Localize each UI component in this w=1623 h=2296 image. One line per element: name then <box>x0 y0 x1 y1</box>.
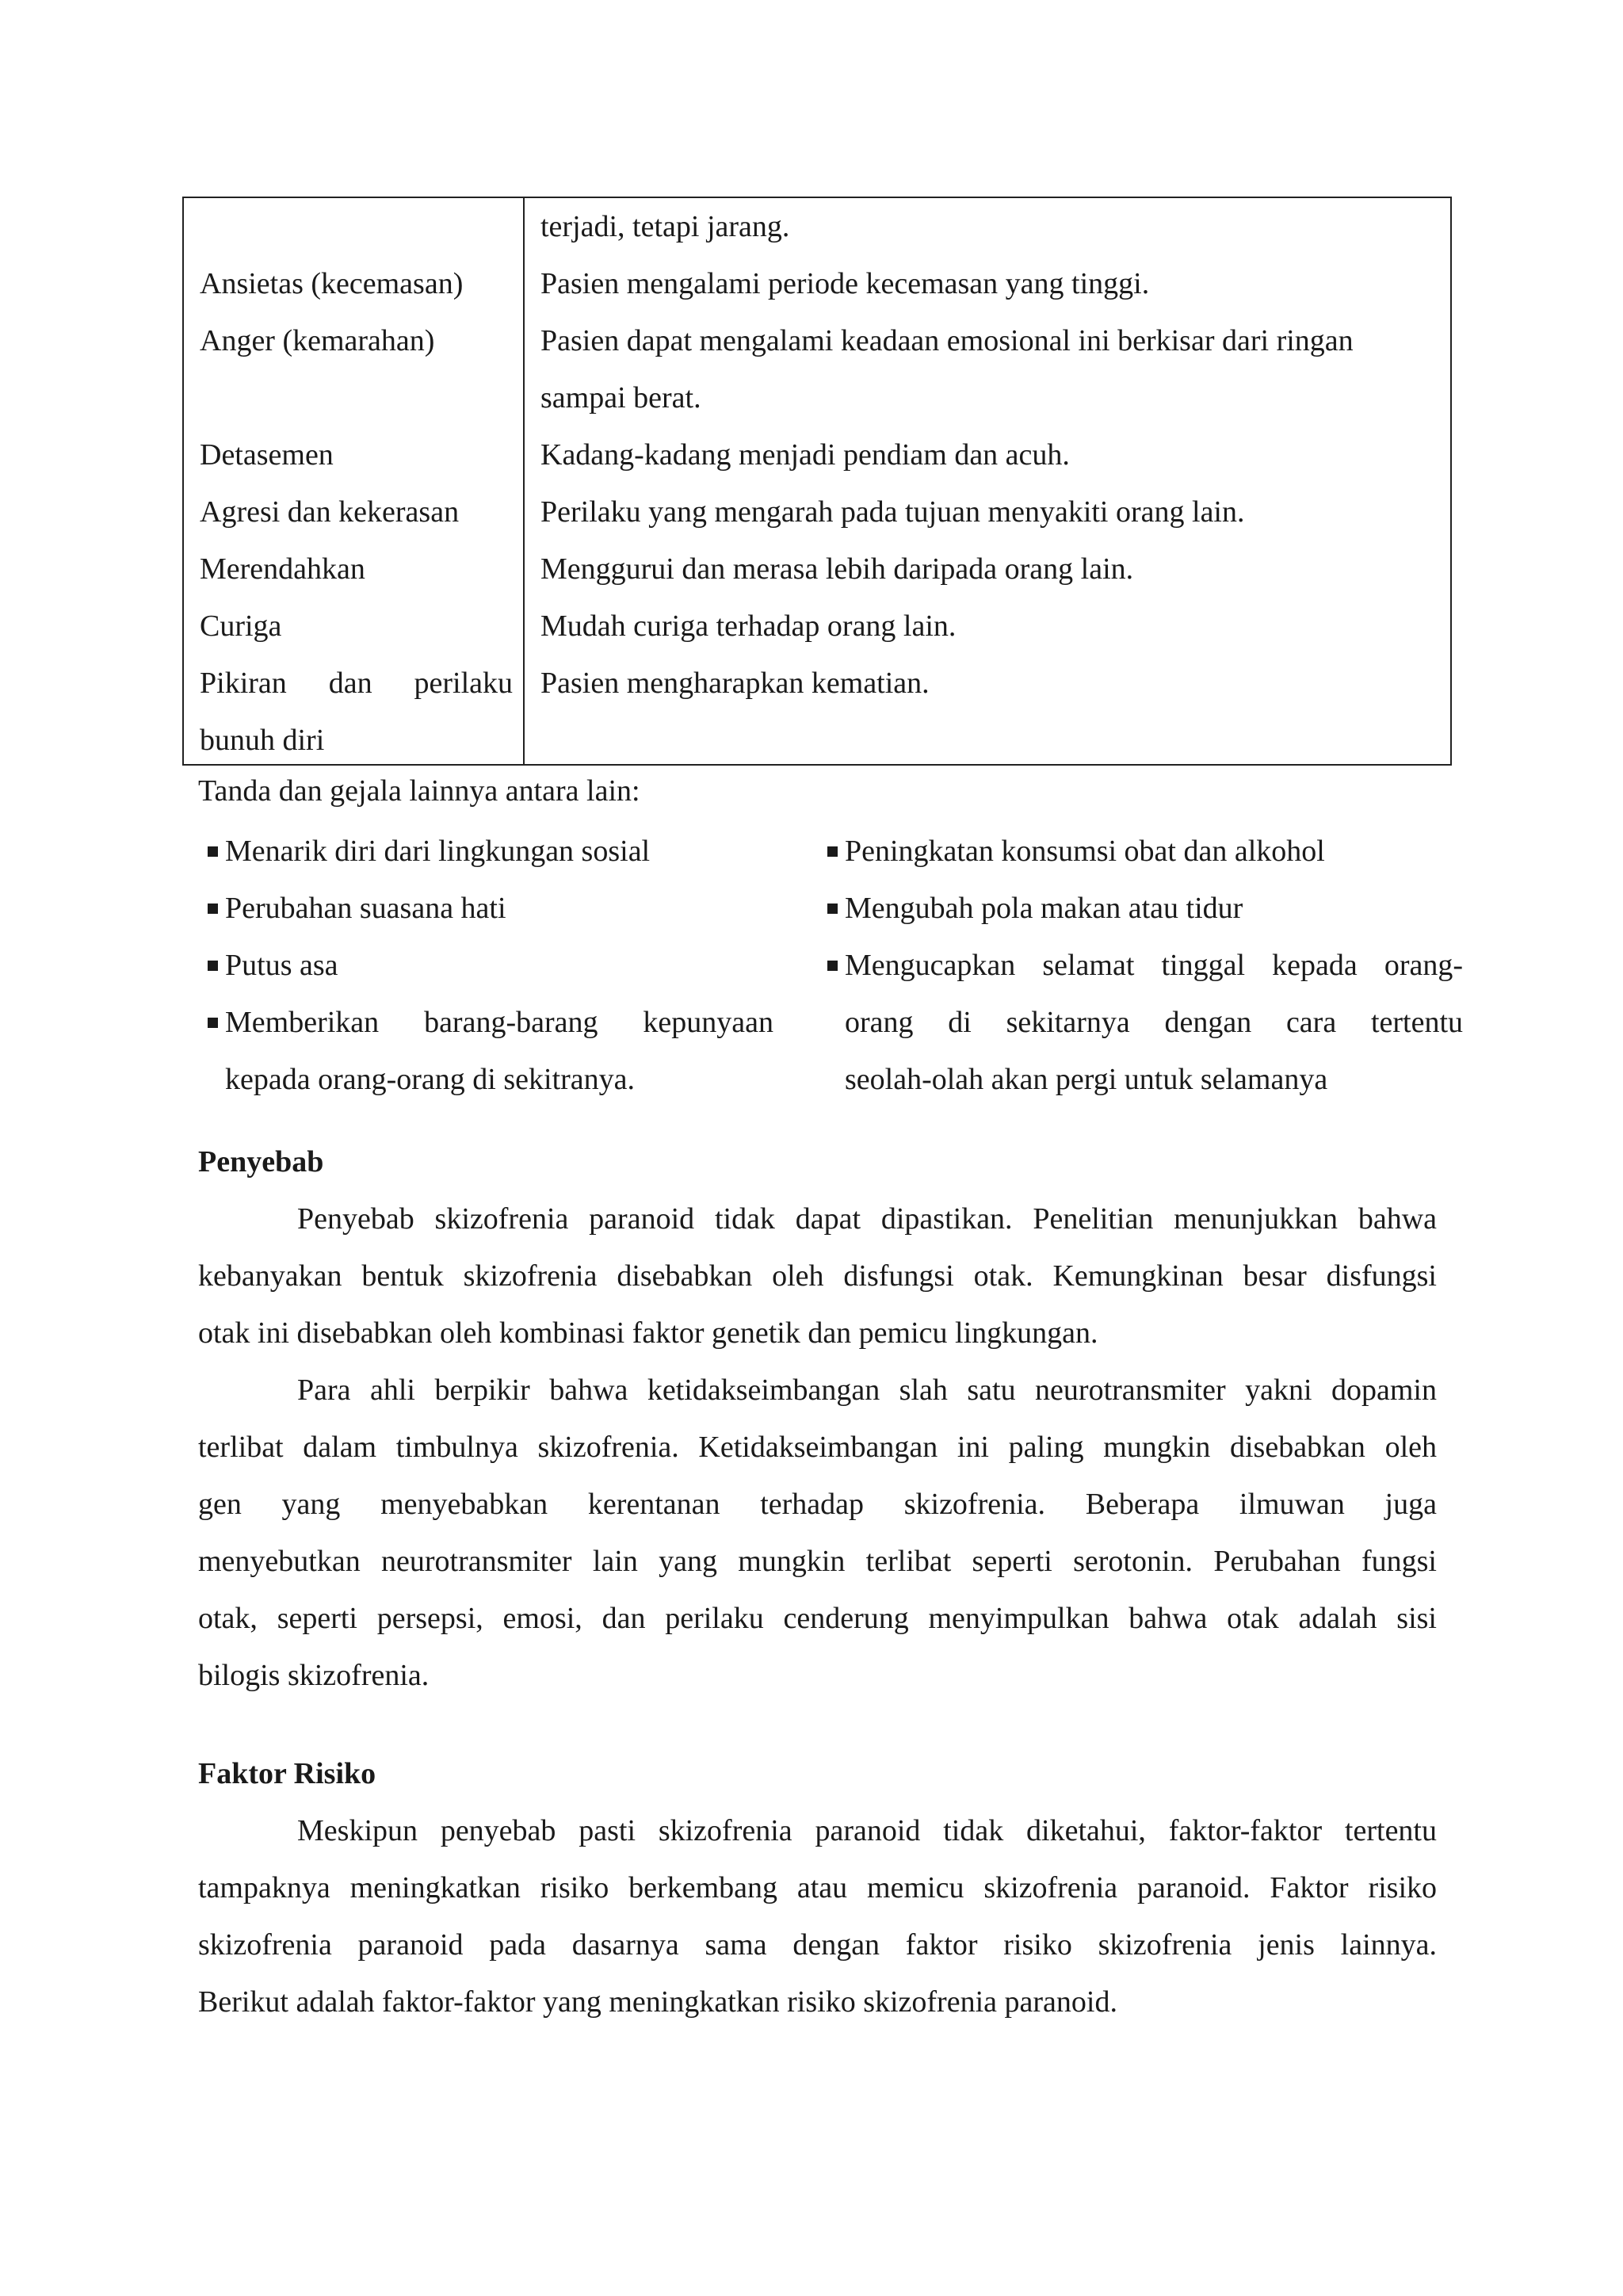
table-cell-description: Pasien dapat mengalami keadaan emosional ini berkisar dari ringan <box>540 324 1354 357</box>
table-cell-symptom: Agresi dan kekerasan <box>200 495 460 529</box>
signs-lead-text: Tanda dan gejala lainnya antara lain: <box>198 774 640 808</box>
list-item: Memberikan barang-barang kepunyaan kepada orang-orang di sekitranya. <box>201 994 773 1108</box>
signs-list-left <box>201 823 773 1108</box>
section-heading-penyebab: Penyebab <box>198 1145 324 1179</box>
list-item: Menarik diri dari lingkungan sosial <box>201 823 773 880</box>
table-cell-description: Pasien mengharapkan kematian. <box>540 667 930 700</box>
table-cell-symptom: Detasemen <box>200 438 334 472</box>
table-cell-symptom: Curiga <box>200 609 282 643</box>
square-bullet-icon <box>208 904 218 914</box>
list-item: Putus asa <box>201 937 773 994</box>
table-cell-description: terjadi, tetapi jarang. <box>540 210 790 243</box>
table-cell-description: Mudah curiga terhadap orang lain. <box>540 609 957 643</box>
section-heading-faktor-risiko: Faktor Risiko <box>198 1757 376 1790</box>
square-bullet-icon <box>827 961 838 971</box>
square-bullet-icon <box>827 846 838 857</box>
table-cell-symptom: Ansietas (kecemasan) <box>200 267 464 300</box>
square-bullet-icon <box>827 904 838 914</box>
square-bullet-icon <box>208 846 218 857</box>
list-item: Perubahan suasana hati <box>201 880 773 937</box>
list-item: Peningkatan konsumsi obat dan alkohol <box>821 823 1463 880</box>
table-cell-description: sampai berat. <box>540 381 701 415</box>
list-item: Mengucapkan selamat tinggal kepada orang- orang di sekitarnya dengan cara tertentu seolah-olah akan pergi untuk selamanya <box>821 937 1463 1108</box>
table-cell-description: Menggurui dan merasa lebih daripada orang lain. <box>540 552 1134 586</box>
list-item: Mengubah pola makan atau tidur <box>821 880 1463 937</box>
table-cell-description: Perilaku yang mengarah pada tujuan menyakiti orang lain. <box>540 495 1245 529</box>
square-bullet-icon <box>208 1018 218 1028</box>
table-column-divider <box>523 198 525 764</box>
table-cell-symptom: bunuh diri <box>200 724 325 757</box>
square-bullet-icon <box>208 961 218 971</box>
table-cell-symptom: Merendahkan <box>200 552 365 586</box>
table-cell-description: Kadang-kadang menjadi pendiam dan acuh. <box>540 438 1070 472</box>
table-cell-description: Pasien mengalami periode kecemasan yang tinggi. <box>540 267 1150 300</box>
table-cell-symptom: Pikiran dan perilaku <box>200 667 513 700</box>
paragraph-penyebab-2: Para ahli berpikir bahwa ketidakseimbangan slah satu neurotransmiter yakni dopamin terlibat dalam timbulnya skizofrenia. Ketidakseimbangan ini paling mungkin disebabkan oleh gen yang menyebabkan kerentanan terhadap skizofrenia. Beberapa ilmuwan juga menyebutkan neurotransmiter lain yang mungkin terlibat seperti serotonin. Perubahan fungsi otak, seperti persepsi, emosi, dan perilaku cenderung menyimpulkan bahwa otak adalah sisi bilogis skizofrenia. <box>198 1373 1437 1692</box>
signs-list-right <box>821 823 1463 1108</box>
table-cell-symptom: Anger (kemarahan) <box>200 324 435 357</box>
paragraph-faktor-risiko-1: Meskipun penyebab pasti skizofrenia paranoid tidak diketahui, faktor-faktor tertentu tampaknya meningkatkan risiko berkembang atau memicu skizofrenia paranoid. Faktor risiko skizofrenia paranoid pada dasarnya sama dengan faktor risiko skizofrenia jenis lainnya. Berikut adalah faktor-faktor yang meningkatkan risiko skizofrenia paranoid. <box>198 1814 1437 2019</box>
symptom-table <box>182 197 1452 766</box>
paragraph-penyebab-1: Penyebab skizofrenia paranoid tidak dapat dipastikan. Penelitian menunjukkan bahwa kebanyakan bentuk skizofrenia disebabkan oleh disfungsi otak. Kemungkinan besar disfungsi otak ini disebabkan oleh kombinasi faktor genetik dan pemicu lingkungan. <box>198 1202 1437 1350</box>
